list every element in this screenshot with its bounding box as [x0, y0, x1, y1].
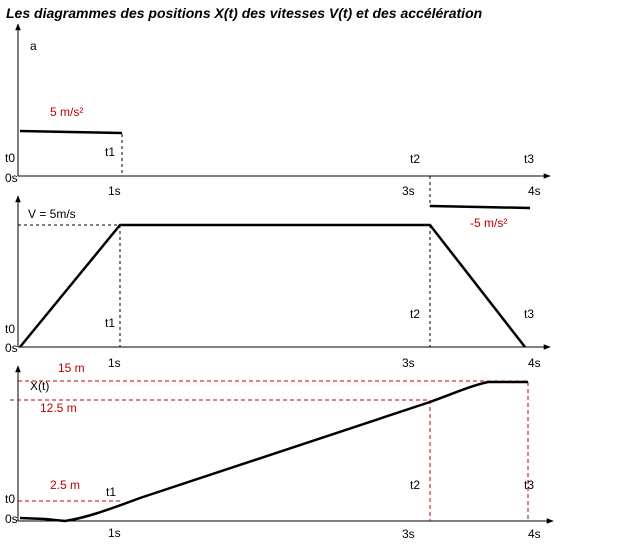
- acceleration-t2-label: t2: [410, 152, 421, 166]
- acceleration-3s-label: 3s: [402, 184, 415, 198]
- acceleration-t1-label: t1: [105, 145, 116, 159]
- page-title: Les diagrammes des positions X(t) des vitesses V(t) et des accélération: [6, 5, 483, 21]
- position-t0-label: t0: [5, 492, 16, 506]
- position-panel: [5, 361, 553, 541]
- acceleration-t3-label: t3: [524, 152, 535, 166]
- acceleration-panel: [5, 24, 550, 230]
- velocity-1s-label: 1s: [108, 356, 121, 370]
- position-1s-label: 1s: [108, 526, 121, 540]
- position-curve: [20, 382, 528, 521]
- acceleration-0s-label: 0s: [5, 171, 18, 185]
- acceleration-t0-label: t0: [5, 151, 16, 165]
- position-15m-label: 15 m: [58, 361, 85, 375]
- velocity-0s-label: 0s: [5, 341, 18, 355]
- position-0s-label: 0s: [5, 512, 18, 526]
- velocity-3s-label: 3s: [402, 356, 415, 370]
- acceleration-negative-segment: [430, 206, 530, 208]
- acceleration-axis-label: a: [30, 39, 37, 53]
- position-3s-label: 3s: [402, 527, 415, 541]
- acceleration-4s-label: 4s: [528, 184, 541, 198]
- velocity-t0-label: t0: [5, 322, 16, 336]
- velocity-curve: [20, 225, 525, 347]
- position-t3-label: t3: [524, 478, 535, 492]
- position-axis-label: X(t): [30, 379, 50, 393]
- acceleration-value-label: 5 m/s²: [50, 105, 84, 119]
- velocity-value-label: V = 5m/s: [28, 207, 76, 221]
- velocity-panel: [5, 196, 550, 370]
- position-t2-label: t2: [410, 478, 421, 492]
- position-2-5m-label: 2.5 m: [50, 478, 81, 492]
- position-4s-label: 4s: [528, 527, 541, 541]
- position-t1-label: t1: [106, 485, 117, 499]
- velocity-t2-label: t2: [410, 307, 421, 321]
- velocity-t1-label: t1: [105, 316, 116, 330]
- acceleration-1s-label: 1s: [108, 184, 121, 198]
- acceleration-positive-segment: [20, 131, 122, 133]
- velocity-t3-label: t3: [524, 307, 535, 321]
- velocity-4s-label: 4s: [528, 356, 541, 370]
- acceleration-negative-label: -5 m/s²: [470, 216, 508, 230]
- position-12-5m-label: 12.5 m: [40, 401, 77, 415]
